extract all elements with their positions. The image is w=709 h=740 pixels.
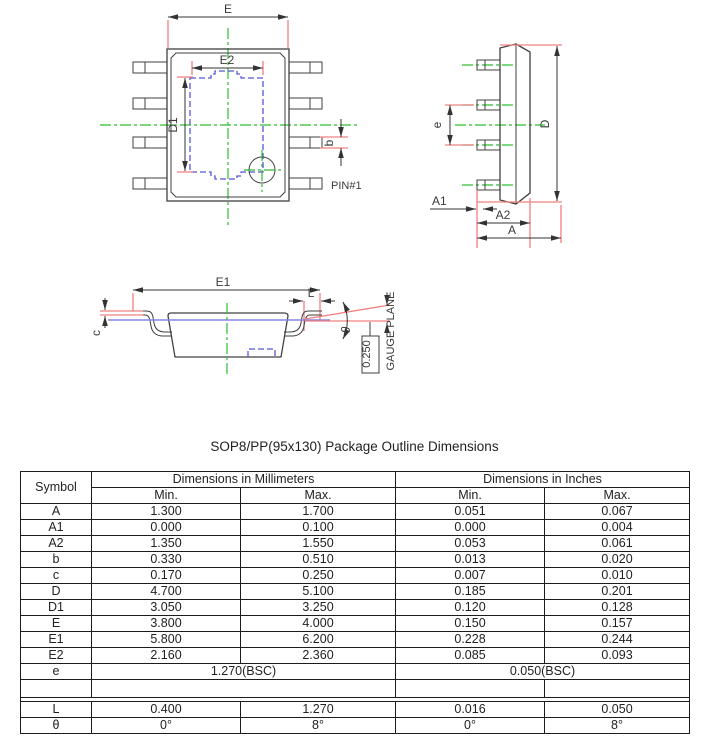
table-title: SOP8/PP(95x130) Package Outline Dimensions (210, 439, 499, 454)
inch-min-cell: 0° (396, 718, 545, 734)
inch-min-cell: 0.000 (396, 520, 545, 536)
inch-min-cell: 0.228 (396, 632, 545, 648)
mm-min-cell: 0° (92, 718, 241, 734)
mm-bsc-cell: 1.270(BSC) (92, 664, 396, 680)
mm-max-cell: 2.360 (241, 648, 396, 664)
mm-header: Dimensions in Millimeters (92, 472, 396, 488)
mm-min-cell: 0.330 (92, 552, 241, 568)
mm-min-cell: 5.800 (92, 632, 241, 648)
inch-max-cell: 0.050 (545, 702, 690, 718)
inch-min-cell: 0.051 (396, 504, 545, 520)
dimension-label-D1: D1 (166, 117, 180, 133)
inch-max-cell: 0.010 (545, 568, 690, 584)
inch-max-cell: 0.244 (545, 632, 690, 648)
symbol-cell: A2 (21, 536, 92, 552)
symbol-cell: A (21, 504, 92, 520)
mm-min-cell: 0.000 (92, 520, 241, 536)
mm-max-cell: 4.000 (241, 616, 396, 632)
symbol-cell: D1 (21, 600, 92, 616)
mm-max-cell: 1.270 (241, 702, 396, 718)
dimensions-table (20, 471, 690, 734)
mm-empty-cell (92, 680, 396, 698)
mm-min-header: Min. (92, 488, 241, 504)
dimension-label-D: D (538, 119, 552, 129)
inch-min-cell: 0.013 (396, 552, 545, 568)
table-row-e (21, 664, 690, 680)
inch-max-cell: 0.128 (545, 600, 690, 616)
gauge-value: 0.250 (361, 340, 373, 368)
dimension-label-E2: E2 (219, 53, 235, 67)
subheader-row (21, 488, 690, 504)
table-row (21, 600, 690, 616)
symbol-cell: θ (21, 718, 92, 734)
mm-min-cell: 1.350 (92, 536, 241, 552)
inch-max-cell: 8° (545, 718, 690, 734)
mm-max-cell: 0.510 (241, 552, 396, 568)
table-row (21, 552, 690, 568)
dimension-label-c: c (89, 330, 103, 336)
table-row (21, 504, 690, 520)
inch-min-header: Min. (396, 488, 545, 504)
dimension-label-E: E (223, 2, 233, 16)
empty-row (21, 680, 690, 698)
inch-max-cell (545, 680, 690, 698)
mm-min-cell: 3.050 (92, 600, 241, 616)
mm-min-cell: 3.800 (92, 616, 241, 632)
symbol-header: Symbol (21, 472, 92, 504)
inch-max-header: Max. (545, 488, 690, 504)
dimension-label-A2: A2 (495, 208, 511, 222)
mm-max-cell: 1.550 (241, 536, 396, 552)
mm-max-cell: 8° (241, 718, 396, 734)
inch-min-cell: 0.150 (396, 616, 545, 632)
pad-notch-outline (248, 349, 275, 357)
table-row (21, 536, 690, 552)
symbol-cell: A1 (21, 520, 92, 536)
pin1-label: PIN#1 (331, 180, 362, 192)
inch-min-cell: 0.016 (396, 702, 545, 718)
inch-min-cell: 0.085 (396, 648, 545, 664)
inch-header: Dimensions in Inches (396, 472, 690, 488)
mm-min-cell: 0.170 (92, 568, 241, 584)
symbol-cell: b (21, 552, 92, 568)
table-row (21, 616, 690, 632)
header-row (21, 472, 690, 488)
symbol-cell: e (21, 664, 92, 680)
mm-min-cell: 1.300 (92, 504, 241, 520)
inch-max-cell: 0.020 (545, 552, 690, 568)
package-body-side (500, 44, 530, 204)
table-row (21, 520, 690, 536)
inch-min-cell: 0.185 (396, 584, 545, 600)
table-row (21, 648, 690, 664)
dimension-label-E1: E1 (215, 275, 231, 289)
inch-max-cell: 0.004 (545, 520, 690, 536)
mm-max-cell: 0.100 (241, 520, 396, 536)
symbol-cell: c (21, 568, 92, 584)
table-row (21, 632, 690, 648)
mm-min-cell: 4.700 (92, 584, 241, 600)
symbol-cell: D (21, 584, 92, 600)
mm-min-cell: 0.400 (92, 702, 241, 718)
table-row-theta (21, 718, 690, 734)
symbol-cell (21, 680, 92, 698)
table-row (21, 584, 690, 600)
symbol-cell: E1 (21, 632, 92, 648)
front-view (89, 275, 397, 377)
dimension-label-L: L (307, 286, 315, 300)
symbol-cell: E2 (21, 648, 92, 664)
inch-min-cell: 0.007 (396, 568, 545, 584)
inch-max-cell: 0.067 (545, 504, 690, 520)
mm-max-cell: 1.700 (241, 504, 396, 520)
inch-bsc-cell: 0.050(BSC) (396, 664, 690, 680)
mm-max-cell: 6.200 (241, 632, 396, 648)
mm-max-cell: 5.100 (241, 584, 396, 600)
symbol-cell: L (21, 702, 92, 718)
table-row (21, 568, 690, 584)
inch-min-cell (396, 680, 545, 698)
mm-max-cell: 0.250 (241, 568, 396, 584)
inch-max-cell: 0.093 (545, 648, 690, 664)
inch-min-cell: 0.053 (396, 536, 545, 552)
inch-min-cell: 0.120 (396, 600, 545, 616)
dimension-label-b: b (322, 139, 336, 147)
inch-max-cell: 0.061 (545, 536, 690, 552)
table-row-L (21, 702, 690, 718)
inch-max-cell: 0.201 (545, 584, 690, 600)
mm-max-header: Max. (241, 488, 396, 504)
inch-max-cell: 0.157 (545, 616, 690, 632)
dimension-label-A: A (507, 223, 517, 237)
dimension-label-A1: A1 (432, 194, 447, 208)
mm-min-cell: 2.160 (92, 648, 241, 664)
symbol-cell: E (21, 616, 92, 632)
mm-max-cell: 3.250 (241, 600, 396, 616)
dimension-label-e: e (430, 121, 444, 129)
gauge-plane-label: GAUGE PLANE (385, 291, 397, 371)
side-view (430, 44, 562, 248)
top-view (100, 2, 362, 228)
dimension-label-theta: θ (339, 326, 353, 334)
